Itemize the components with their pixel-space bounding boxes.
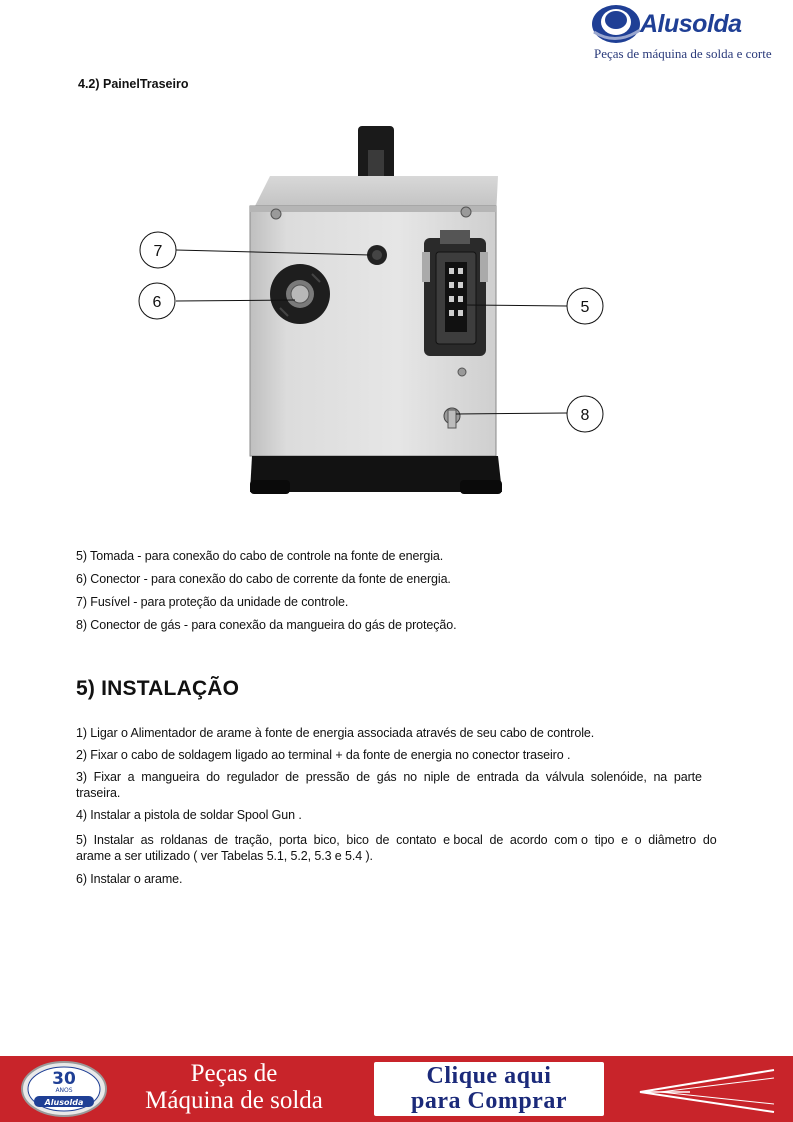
installation-heading: 5) INSTALAÇÃO [76, 677, 240, 700]
legend-item-5: 5) Tomada - para conexão do cabo de controle na fonte de energia. [76, 549, 444, 563]
step-1: 1) Ligar o Alimentador de arame à fonte de energia associada através de seu cabo de controle. [76, 726, 595, 740]
arrow-left-icon [630, 1064, 780, 1116]
step-4: 4) Instalar a pistola de soldar Spool Gun . [76, 808, 302, 822]
brand-logo[interactable] [588, 2, 772, 66]
promo-text [118, 1060, 350, 1114]
cta-line-1: Clique aqui [426, 1063, 552, 1089]
control-socket [422, 230, 488, 356]
step-2: 2) Fixar o cabo de soldagem ligado ao terminal + da fonte de energia no conector traseiro . [76, 748, 571, 762]
screw-icon [461, 207, 471, 217]
rear-panel-figure [100, 110, 660, 520]
badge-sub: ANOS [55, 1087, 73, 1094]
purchase-banner[interactable] [0, 1056, 793, 1122]
section-label: 4.2) PainelTraseiro [78, 77, 189, 91]
callout-label: 8 [580, 407, 590, 424]
buy-button[interactable] [374, 1062, 604, 1116]
step-6: 6) Instalar o arame. [76, 872, 183, 886]
promo-line-1: Peças de [190, 1060, 278, 1087]
badge-brand: Alusolda [44, 1098, 84, 1107]
power-connector [270, 264, 330, 324]
legend-item-6: 6) Conector - para conexão do cabo de corrente da fonte de energia. [76, 572, 451, 586]
step-3: 3) Fixar a mangueira do regulador de pressão de gás no niple de entrada da válvula solenóide, na parte traseira. [76, 770, 706, 800]
step-5: 5) Instalar as roldanas de tração, porta bico, bico de contato e bocal de acordo com o tipo e o diâmetro do arame a ser utilizado ( ver Tabelas 5.1, 5.2, 5.3 e 5.4 ). [76, 833, 720, 863]
promo-line-2: Máquina de solda [145, 1087, 323, 1114]
brand-name: Alusolda [640, 10, 742, 38]
cta-line-2: para Comprar [411, 1088, 567, 1114]
anniversary-badge [20, 1060, 108, 1118]
badge-number: 30 [52, 1069, 76, 1089]
callout-label: 6 [152, 294, 162, 311]
callout-label: 5 [580, 299, 590, 316]
callout-label: 7 [153, 243, 163, 260]
alusolda-logo-icon [588, 2, 648, 46]
screw-icon [271, 209, 281, 219]
legend-item-7: 7) Fusível - para proteção da unidade de controle. [76, 595, 349, 609]
screw-icon [458, 368, 466, 376]
legend-item-8: 8) Conector de gás - para conexão da mangueira do gás de proteção. [76, 618, 457, 632]
brand-tagline: Peças de máquina de solda e corte [594, 46, 772, 61]
